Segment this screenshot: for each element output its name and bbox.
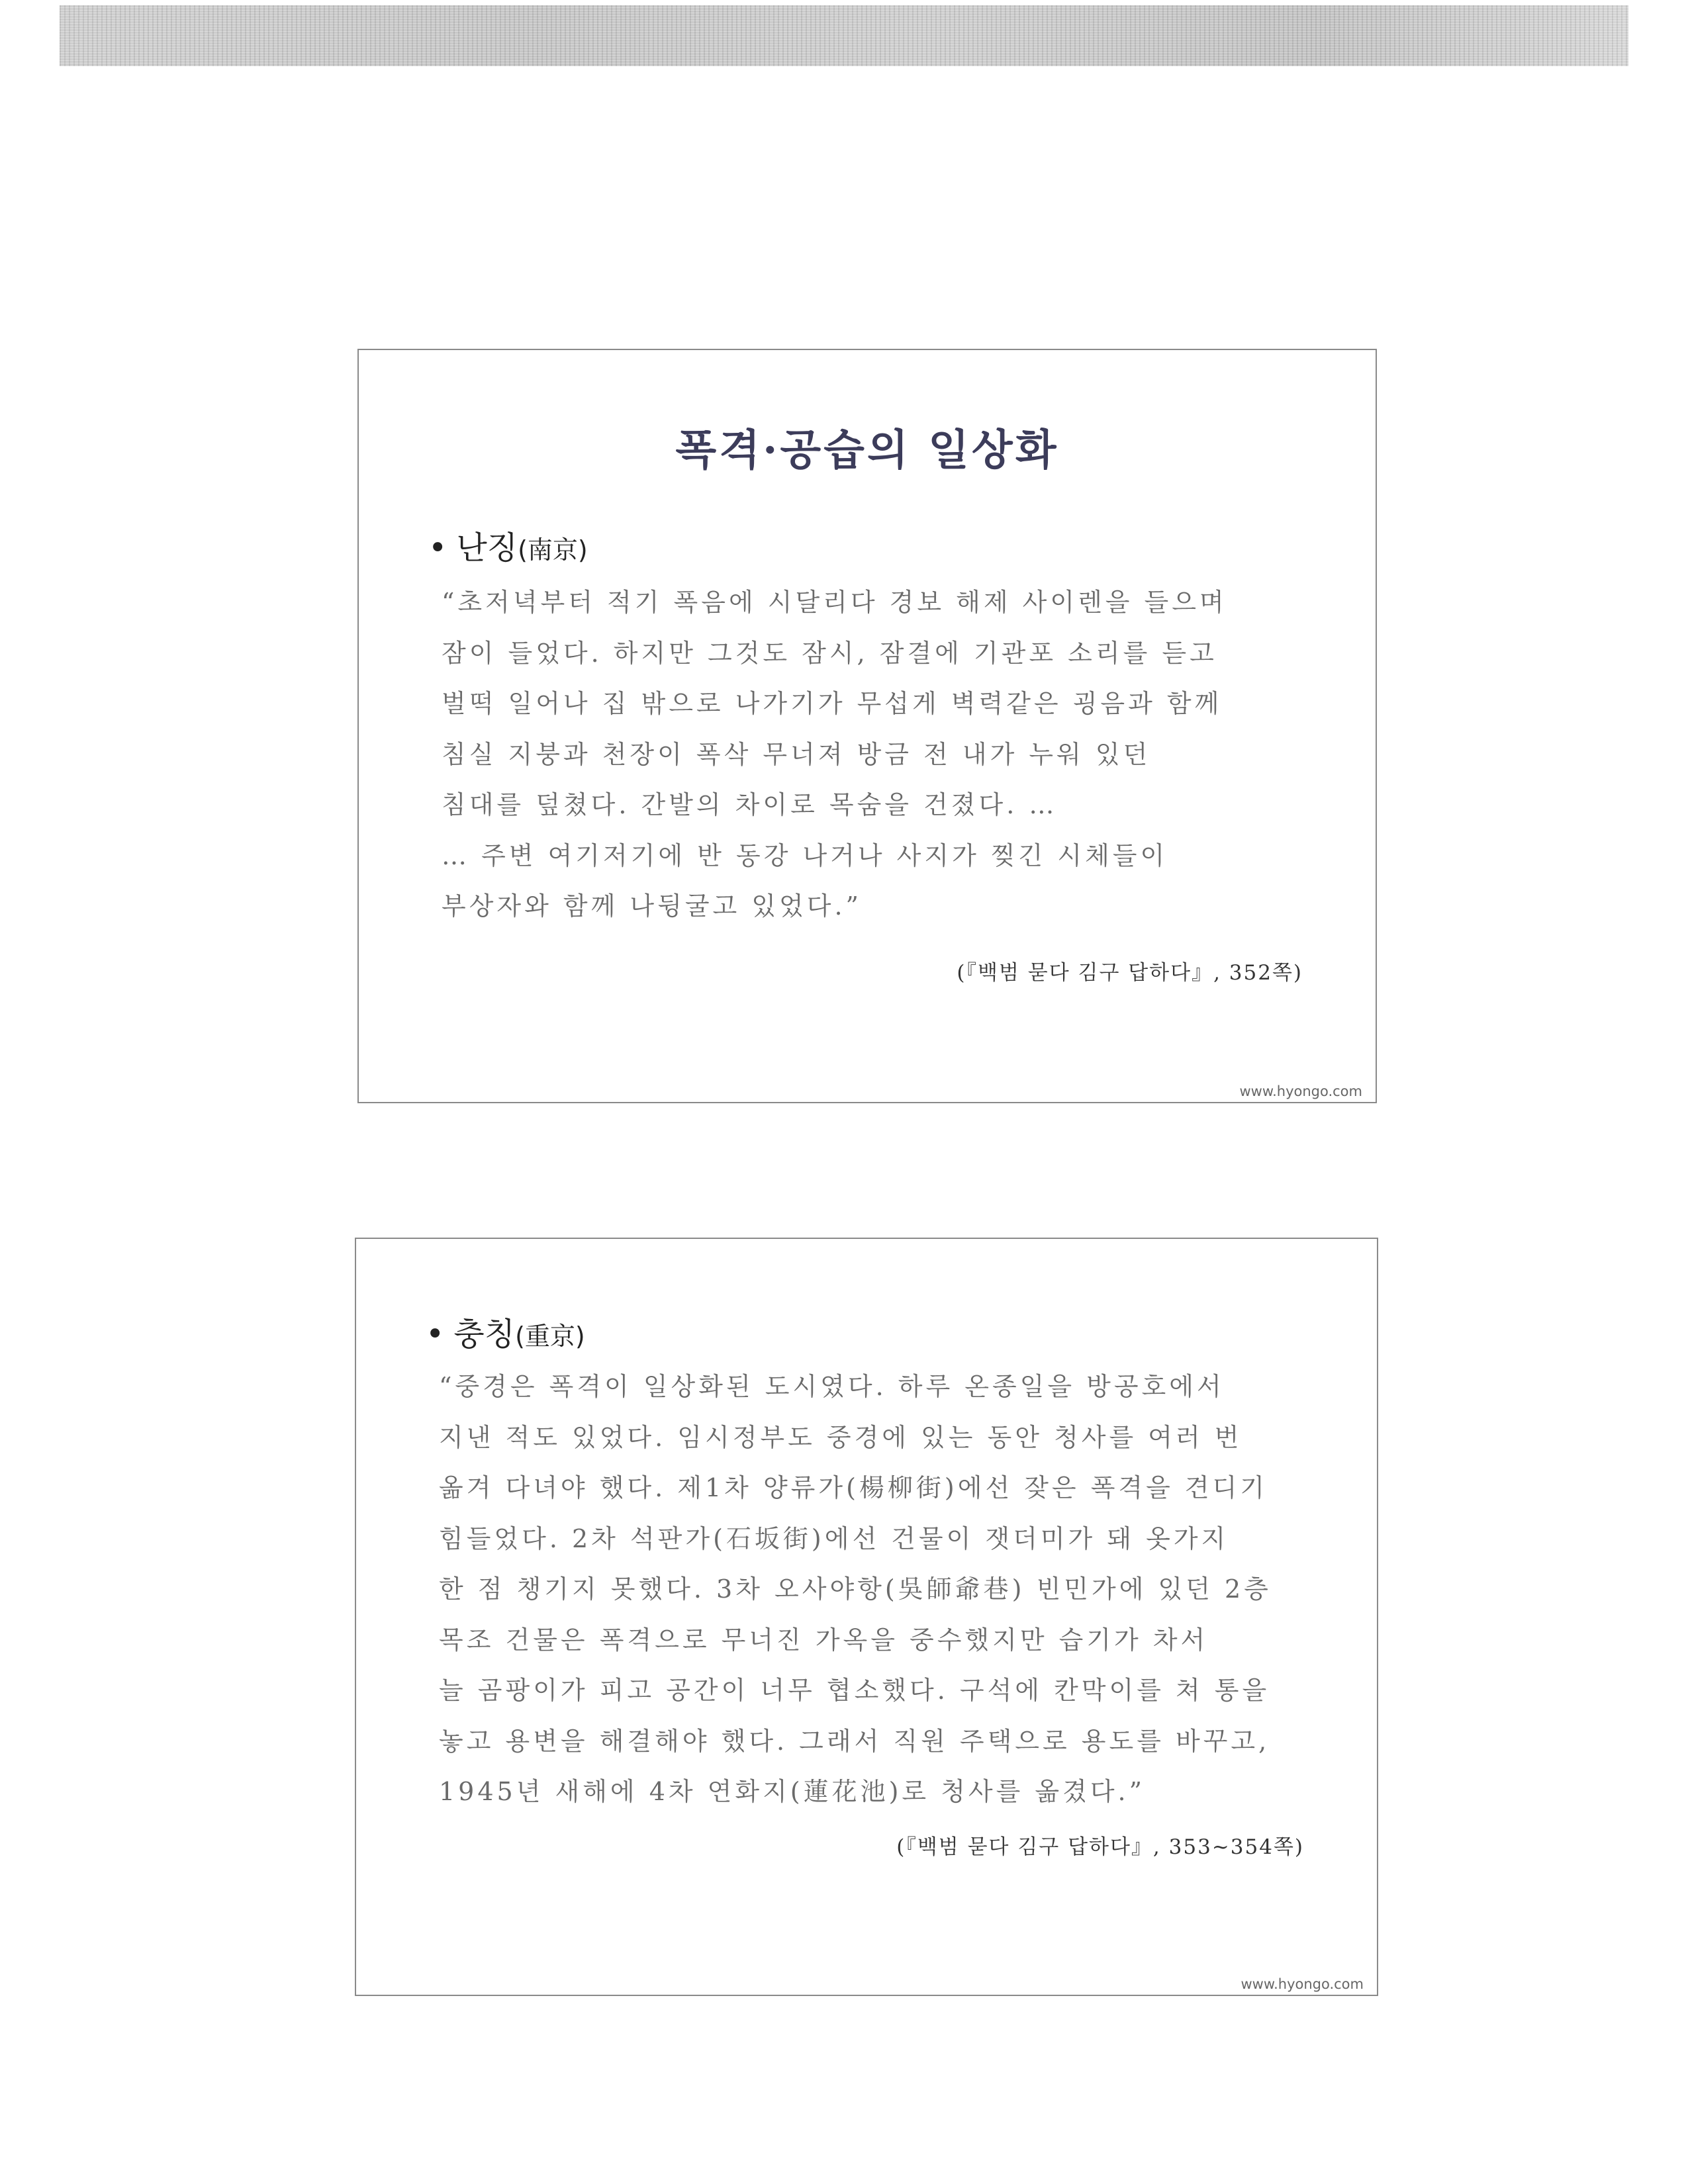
quote-line: 옮겨 다녀야 했다. 제1차 양류가(楊柳街)에선 잦은 폭격을 견디기 [439,1473,1268,1502]
quote-line: 목조 건물은 폭격으로 무너진 가옥을 중수했지만 습기가 차서 [439,1625,1209,1655]
heading-hanja: (重京) [515,1322,585,1351]
quote-line: 침실 지붕과 천장이 폭삭 무너져 방금 전 내가 누워 있던 [442,739,1151,769]
bullet-heading-nanjing [428,522,588,568]
footer-url: www.hyongo.com [1239,1083,1362,1099]
quote-block [439,1361,1366,1817]
slide-chongqing [355,1238,1378,1996]
quote-block [442,577,1368,932]
quote-line: 잠이 들었다. 하지만 그것도 잠시, 잠결에 기관포 소리를 듣고 [442,638,1217,668]
quote-line: 놓고 용변을 해결해야 했다. 그래서 직원 주택으로 용도를 바꾸고, [439,1726,1270,1756]
heading-hanja: (南京) [518,535,588,565]
quote-line: 지낸 적도 있었다. 임시정부도 중경에 있는 동안 청사를 여러 번 [439,1422,1243,1452]
source-citation: (『백범 묻다 김구 답하다』, 353~354쪽) [896,1835,1304,1859]
quote-line: 벌떡 일어나 집 밖으로 나가기가 무섭게 벽력같은 굉음과 함께 [442,689,1223,718]
quote-line: 부상자와 함께 나뒹굴고 있었다.” [442,891,862,921]
quote-line: 늘 곰팡이가 피고 공간이 너무 협소했다. 구석에 칸막이를 쳐 통을 [439,1676,1270,1705]
heading-text: 난징 [456,529,518,567]
bullet-marker: • [426,1316,445,1353]
slide-nanjing [357,349,1377,1103]
scan-header-strip [60,5,1628,66]
quote-line: 힘들었다. 2차 석판가(石坂街)에선 건물이 잿더미가 돼 옷가지 [439,1524,1229,1553]
quote-line: “중경은 폭격이 일상화된 도시였다. 하루 온종일을 방공호에서 [439,1372,1225,1401]
quote-line: 1945년 새해에 4차 연화지(蓮花池)로 청사를 옮겼다.” [439,1777,1146,1806]
quote-line: … 주변 여기저기에 반 동강 나거나 사지가 찢긴 시체들이 [442,841,1168,870]
quote-line: 침대를 덮쳤다. 간발의 차이로 목숨을 건졌다. … [442,790,1058,819]
source-citation: (『백범 묻다 김구 답하다』, 352쪽) [957,961,1303,985]
heading-text: 충칭 [453,1316,516,1353]
bullet-marker: • [428,529,447,567]
slide-title: 폭격·공습의 일상화 [675,426,1059,475]
quote-line: 한 점 챙기지 못했다. 3차 오사야항(吳師爺巷) 빈민가에 있던 2층 [439,1574,1272,1604]
bullet-heading-chongqing [426,1308,585,1354]
footer-url: www.hyongo.com [1241,1976,1364,1992]
quote-line: “초저녁부터 적기 폭음에 시달리다 경보 해제 사이렌을 들으며 [442,588,1227,617]
